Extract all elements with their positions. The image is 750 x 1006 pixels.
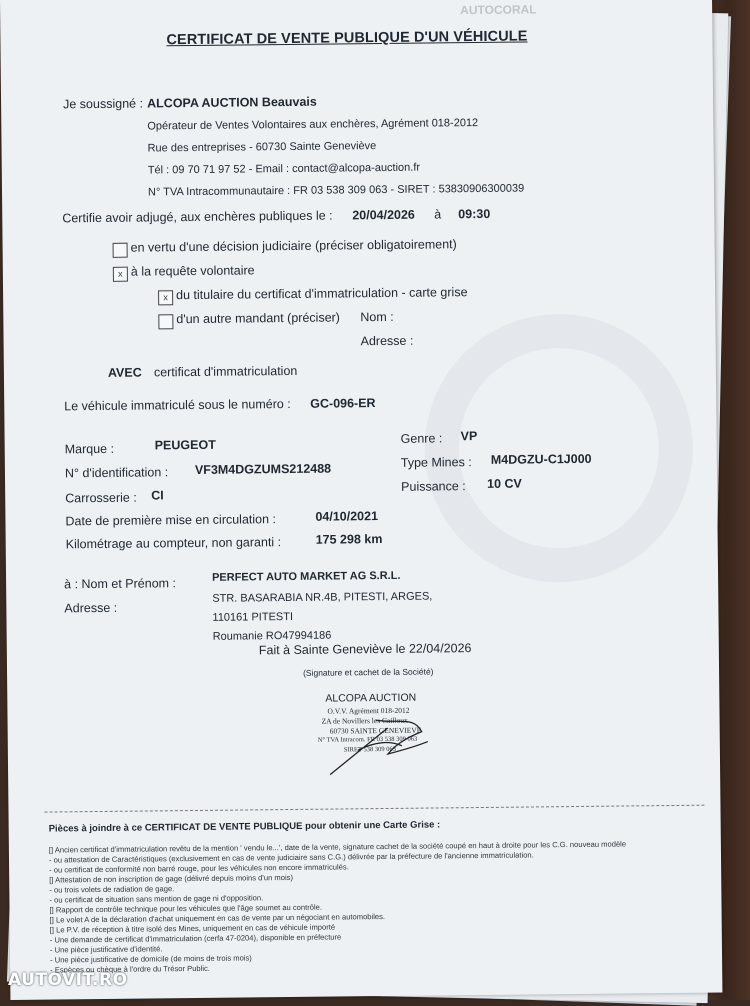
stamp-line: SIRET 538 309 063 xyxy=(343,745,396,754)
mines-label: Type Mines : xyxy=(400,455,472,470)
buyer-address-line: 110161 PITESTI xyxy=(212,610,294,624)
stamp-line: 60730 SAINTE GENEVIEVE xyxy=(329,725,422,736)
mileage-label: Kilométrage au compteur, non garanti : xyxy=(65,535,282,552)
footer-line: [] Attestation de non inscription de gage (délivré depuis moins d'un mois) xyxy=(49,872,294,885)
buyer-name-label: à : Nom et Prénom : xyxy=(64,576,177,592)
place-date: Fait à Sainte Geneviève le 22/04/2026 xyxy=(258,641,472,658)
with-cert-text: certificat d'immatriculation xyxy=(153,363,298,380)
seller-line: Rue des entreprises - 60730 Sainte Geneviève xyxy=(147,140,377,155)
company-stamp xyxy=(307,671,458,763)
other-mandant-label: d'un autre mandant (préciser) xyxy=(176,310,341,327)
stamp-line: N° TVA Intracom. FR 03 538 309 063 xyxy=(317,735,418,744)
auction-time: 09:30 xyxy=(458,206,491,222)
with-label: AVEC xyxy=(107,365,142,380)
vin-label: N° d'identification : xyxy=(64,465,169,481)
seller-line: Tél : 09 70 71 97 52 - Email : contact@alcopa-auction.fr xyxy=(147,161,421,177)
mileage-value: 175 298 km xyxy=(315,532,383,547)
footer-line: - Une demande de certificat d'immatriculation (cerfa 47-0204), disponible en préfecture xyxy=(49,932,342,945)
mines-value: M4DGZU-C1J000 xyxy=(490,451,592,467)
judicial-label: en vertu d'une décision judiciaire (préciser obligatoirement) xyxy=(130,237,457,255)
other-name-label: Nom : xyxy=(360,309,394,325)
footer-line: - ou certificat de situation sans mention de gage ni d'opposition. xyxy=(49,893,264,905)
page-title: CERTIFICAT DE VENTE PUBLIQUE D'UN VÉHICULE xyxy=(166,28,528,49)
footer-line: [] Ancien certificat d'immatriculation revêtu de la mention ' vendu le...', date de la vente, signature cachet de la société coupé en haut à droite pour les C.G. nouveau modèle xyxy=(48,839,627,855)
holder-checkbox: x xyxy=(158,290,173,305)
body-label: Carrosserie : xyxy=(65,490,137,506)
seller-name: ALCOPA AUCTION Beauvais xyxy=(147,94,317,111)
footer-line: - Une pièce justificative d'identité. xyxy=(49,944,163,955)
site-logo[interactable]: AUTOVIT.RO xyxy=(8,970,128,990)
registration-number: GC-096-ER xyxy=(310,396,376,411)
brand-label: Marque : xyxy=(64,441,115,457)
stamp-line: ALCOPA AUCTION xyxy=(325,691,417,705)
buyer-address-line: Roumanie RO47994186 xyxy=(212,629,332,643)
buyer-address-label: Adresse : xyxy=(64,600,118,616)
first-registration-label: Date de première mise en circulation : xyxy=(65,512,277,529)
voluntary-checkbox: x xyxy=(113,267,128,282)
footer-line: [] Le volet A de la déclaration d'achat uniquement en cas de vente par un négociant en automobiles. xyxy=(49,912,386,925)
stamp-line: ZA de Novillers les Cailloux xyxy=(321,715,408,726)
holder-label: du titulaire du certificat d'immatriculation - carte grise xyxy=(176,285,468,303)
judicial-checkbox xyxy=(113,243,128,258)
footer-line: - Espèces ou chèque à l'ordre du Trésor Public. xyxy=(50,963,210,975)
buyer-name: PERFECT AUTO MARKET AG S.R.L. xyxy=(211,569,401,584)
footer-line: - Une pièce justificative de domicile (de moins de trois mois) xyxy=(50,953,252,965)
genre-value: VP xyxy=(460,429,478,444)
header-watermark: AUTOCORAL xyxy=(460,2,537,18)
auction-at: à xyxy=(434,207,442,222)
seller-line: Opérateur de Ventes Volontaires aux enchères, Agrément 018-2012 xyxy=(147,116,479,133)
footer-line: [] Rapport de contrôle technique pour les véhicules que l'âge soumet au contrôle. xyxy=(49,902,323,915)
registration-label: Le véhicule immatriculé sous le numéro : xyxy=(64,396,291,414)
body-value: CI xyxy=(151,488,164,503)
footer-line: - ou attestation de Caractéristiques (exclusivement en cas de vente judiciaire sans C.G.) délivrée par la préfecture de l'ancienne immatriculation. xyxy=(48,850,534,865)
stamp-line: O.V.V. Agrément 018-2012 xyxy=(327,705,410,716)
genre-label: Genre : xyxy=(400,431,443,446)
vin-value: VF3M4DGZUMS212488 xyxy=(194,461,332,477)
footer-line: - ou certificat de conformité non barré rouge, pour les véhicules non encore immatriculés. xyxy=(49,862,349,875)
seller-line: N° TVA Intracommunautaire : FR 03 538 309 063 - SIRET : 53830906300039 xyxy=(147,182,525,199)
auction-date: 20/04/2026 xyxy=(352,207,415,223)
power-label: Puissance : xyxy=(401,479,466,494)
footer-line: [] Le P.V. de réception à titre isolé des Mines, uniquement en cas de véhicule importé xyxy=(49,922,336,935)
voluntary-label: à la requête volontaire xyxy=(130,263,255,279)
auction-label: Certifie avoir adjugé, aux enchères publiques le : xyxy=(62,208,333,226)
footer-line: - ou trois volets de radiation de gage. xyxy=(49,884,175,895)
signature-note: (Signature et cachet de la Société) xyxy=(303,666,434,678)
other-address-label: Adresse : xyxy=(360,333,414,349)
buyer-address-line: STR. BASARABIA NR.4B, PITESTI, ARGES, xyxy=(212,590,433,605)
other-mandant-checkbox xyxy=(158,314,173,329)
footer-divider xyxy=(45,805,705,813)
handwritten-signature-icon xyxy=(317,701,438,782)
watermark-logo-icon xyxy=(423,313,694,584)
power-value: 10 CV xyxy=(487,476,522,491)
brand-value: PEUGEOT xyxy=(154,437,216,453)
footer-heading: Pièces à joindre à ce CERTIFICAT DE VENTE PUBLIQUE pour obtenir une Carte Grise : xyxy=(48,819,441,835)
first-registration-date: 04/10/2021 xyxy=(315,509,379,524)
seller-label: Je soussigné : xyxy=(63,96,144,112)
